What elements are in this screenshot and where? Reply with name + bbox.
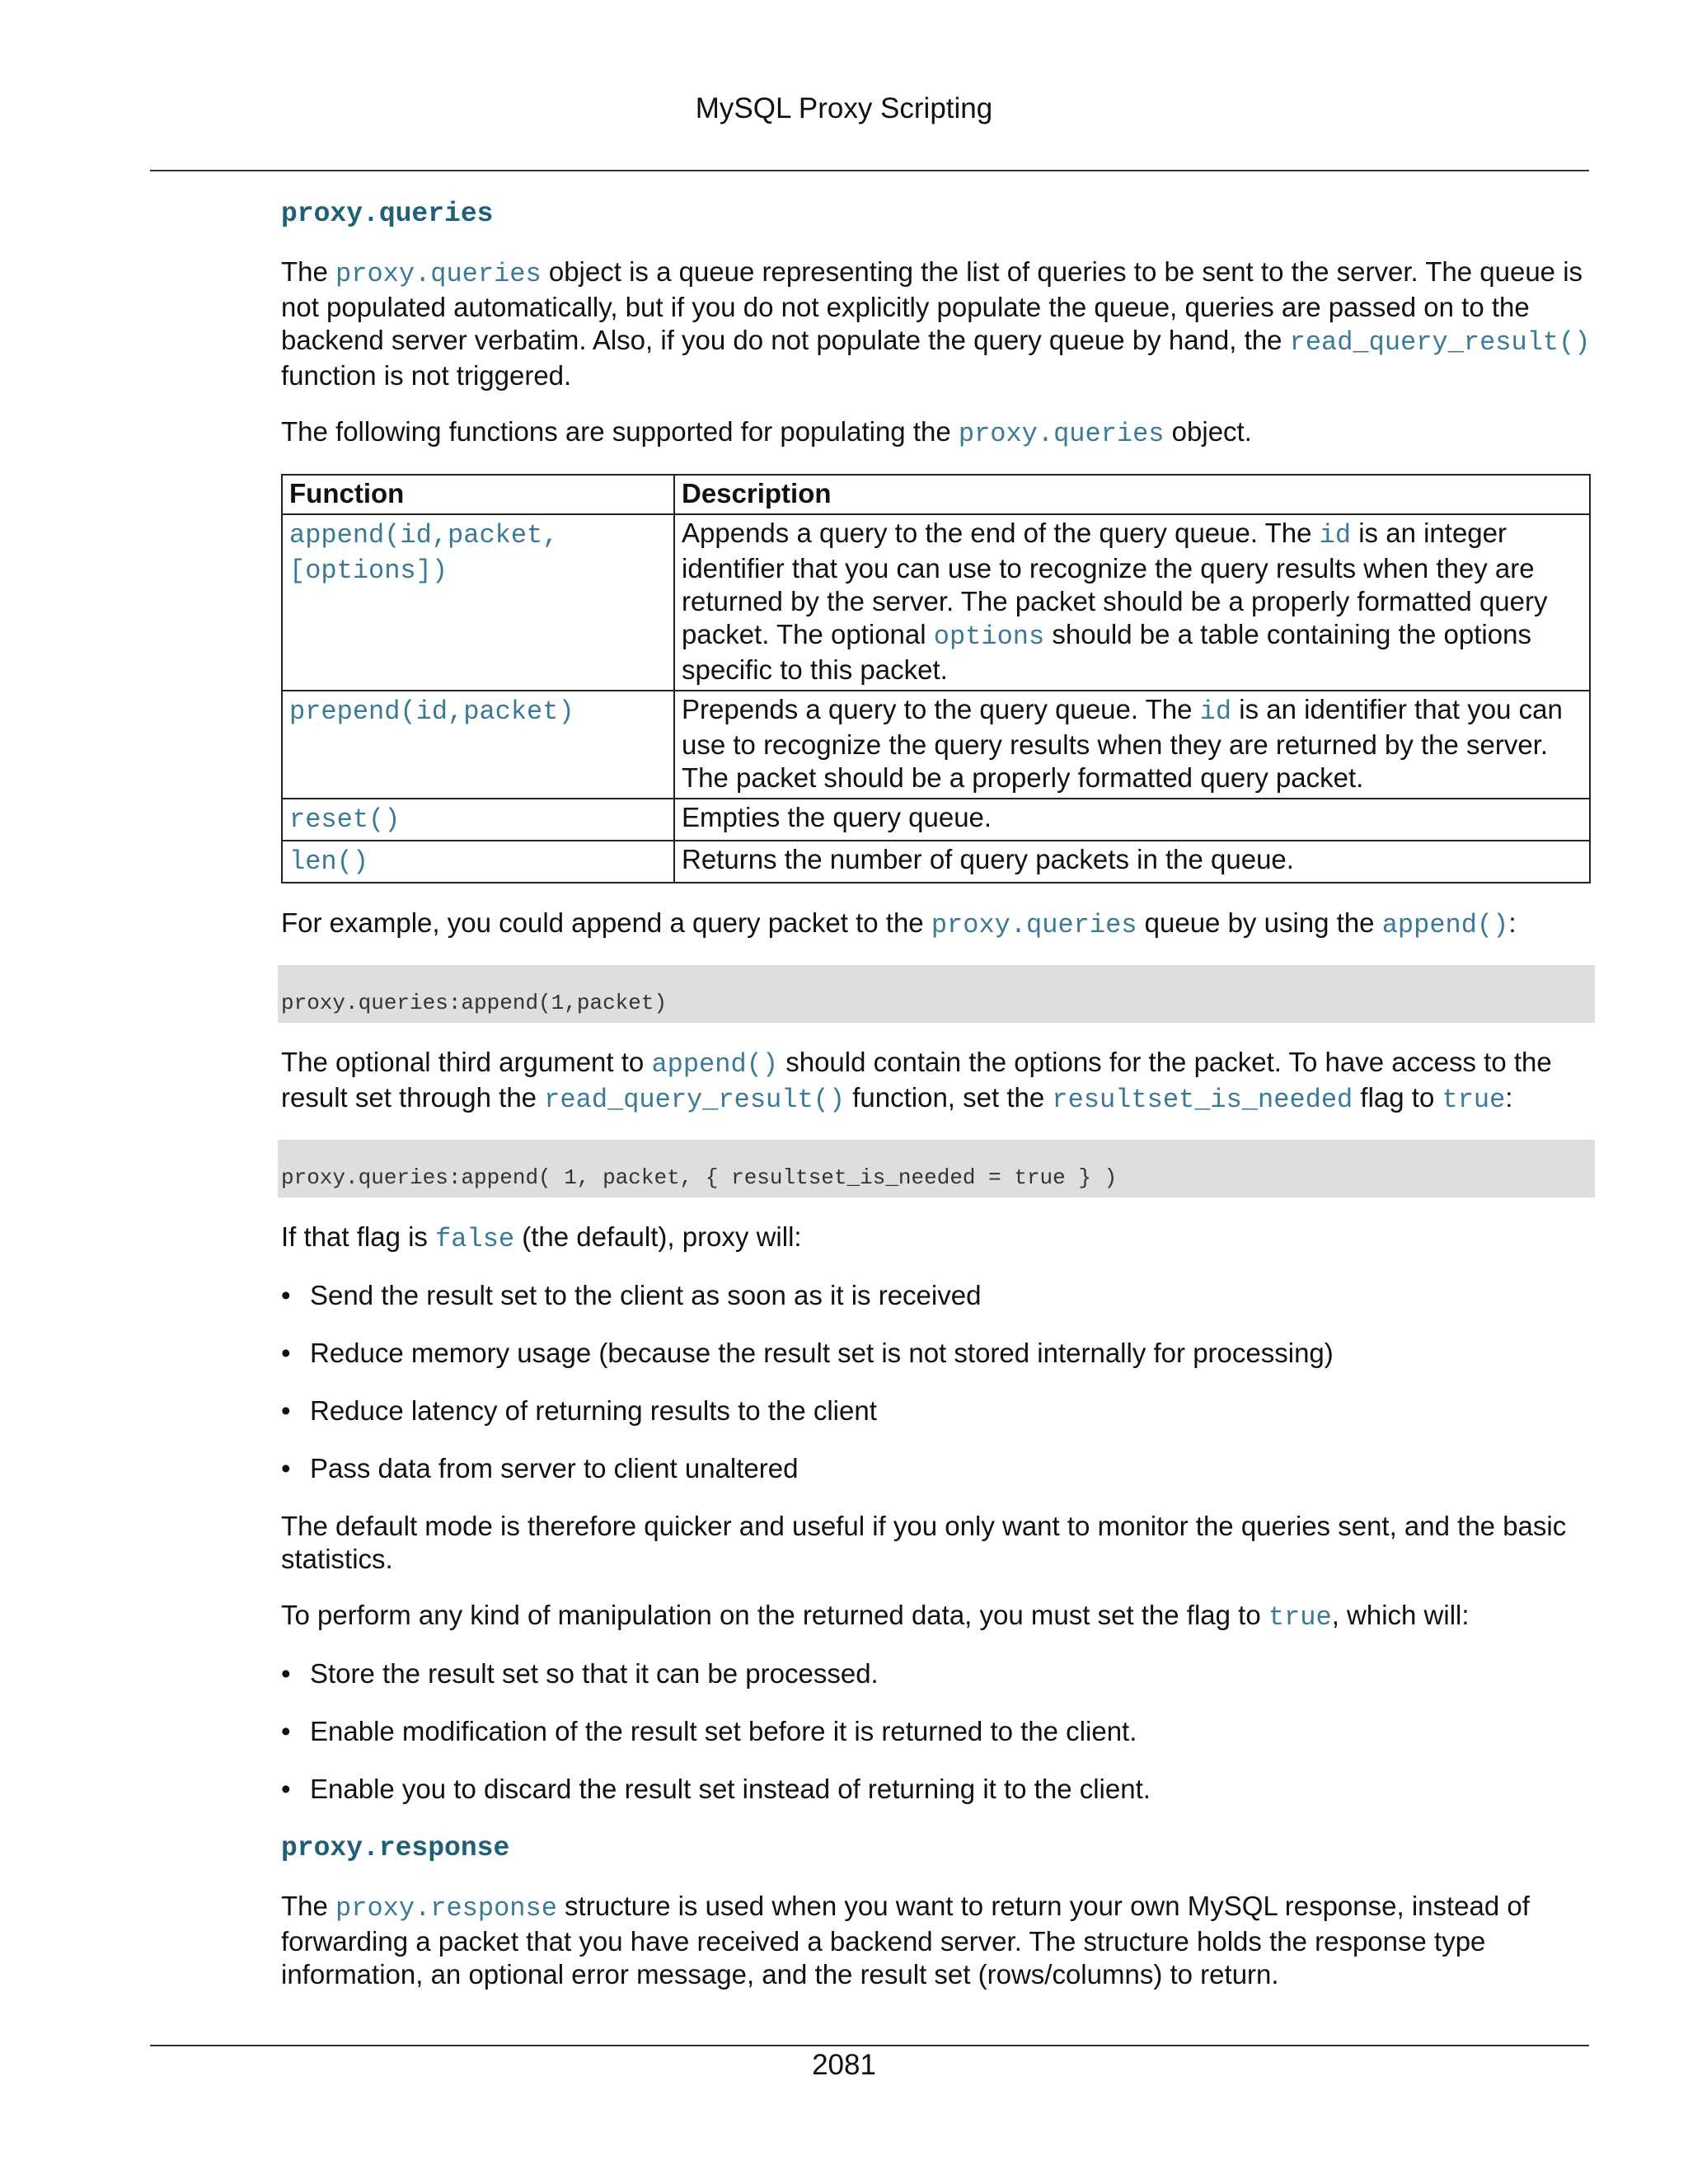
description-cell: Returns the number of query packets in the queue. xyxy=(674,841,1590,883)
function-len: len() xyxy=(289,846,369,877)
description-cell: Empties the query queue. xyxy=(674,799,1590,841)
text: : xyxy=(1508,907,1517,938)
page-content xyxy=(281,196,1592,2014)
function-reset: reset() xyxy=(289,804,401,835)
code-block-append: proxy.queries:append(1,packet) xyxy=(278,965,1595,1023)
function-append: append(id,packet, [options]) xyxy=(289,520,559,586)
code-true: true xyxy=(1442,1085,1506,1115)
page-number: 2081 xyxy=(812,2049,876,2081)
list-true-behaviors xyxy=(281,1657,1592,1806)
list-item-text: Reduce memory usage (because the result set is not stored internally for processing) xyxy=(310,1338,1334,1368)
text: function, set the xyxy=(845,1082,1053,1113)
text: For example, you could append a query packet to the xyxy=(281,907,931,938)
list-item xyxy=(281,1773,1592,1806)
code-read-query-result: read_query_result() xyxy=(1289,327,1591,358)
bullet: • xyxy=(281,1716,291,1746)
function-cell xyxy=(282,691,674,799)
bullet: • xyxy=(281,1280,291,1310)
table-row xyxy=(282,841,1590,883)
functions-table xyxy=(281,474,1591,883)
description-cell xyxy=(674,691,1590,799)
text: If that flag is xyxy=(281,1221,436,1252)
code-append: append() xyxy=(651,1049,779,1080)
code-block-append-options: proxy.queries:append( 1, packet, { resultset_is_needed = true } ) xyxy=(278,1140,1595,1197)
list-item-text: Store the result set so that it can be processed. xyxy=(310,1658,879,1689)
code-proxy-response: proxy.response xyxy=(335,1893,557,1924)
text: The xyxy=(281,1891,336,1921)
bullet: • xyxy=(281,1453,291,1483)
code-false: false xyxy=(435,1224,515,1254)
list-item-text: Send the result set to the client as soon as it is received xyxy=(310,1280,982,1310)
text: Appends a query to the end of the query queue. The xyxy=(682,518,1320,548)
code-true: true xyxy=(1268,1602,1332,1633)
list-item xyxy=(281,1715,1592,1748)
list-item xyxy=(281,1394,1592,1427)
list-item xyxy=(281,1657,1592,1690)
paragraph-flag-true xyxy=(281,1599,1592,1634)
paragraph-flag-false xyxy=(281,1221,1592,1256)
bullet: • xyxy=(281,1338,291,1368)
section-heading-proxy-response: proxy.response xyxy=(281,1833,510,1863)
text: The following functions are supported for populating the xyxy=(281,416,959,447)
text: The xyxy=(281,256,336,287)
paragraph-response-intro xyxy=(281,1890,1592,1991)
bullet: • xyxy=(281,1658,291,1689)
section-heading-proxy-queries: proxy.queries xyxy=(281,199,494,229)
text: object is a queue representing the list of queries to be sent to the server. The queue is not populated automatically, but if you do not explicitly populate the queue, queries are passed on to the backend server verbatim. Also, if you do not populate the query queue by hand, the xyxy=(281,256,1583,355)
footer-rule xyxy=(150,2045,1589,2046)
code-proxy-queries: proxy.queries xyxy=(931,910,1137,940)
code-read-query-result: read_query_result() xyxy=(544,1085,846,1115)
text: is an identifier that you can use to recognize the query results when they are returned by the server. The packet should be a properly formatted query packet. xyxy=(682,694,1563,793)
code-append: append() xyxy=(1381,910,1509,940)
header-rule xyxy=(150,170,1589,171)
description-cell xyxy=(674,514,1590,691)
table-header-row xyxy=(282,475,1590,514)
list-item xyxy=(281,1337,1592,1370)
code-id: id xyxy=(1319,520,1352,551)
text: queue by using the xyxy=(1137,907,1382,938)
code-resultset-is-needed: resultset_is_needed xyxy=(1052,1085,1353,1115)
text: is an integer identifier that you can use to recognize the query results when they are returned by the server. The packet should be a properly formatted query packet. The optional xyxy=(682,518,1548,649)
page-header: MySQL Proxy Scripting xyxy=(695,92,993,124)
text: flag to xyxy=(1353,1082,1442,1113)
function-cell xyxy=(282,514,674,691)
bullet: • xyxy=(281,1395,291,1426)
text: , which will: xyxy=(1331,1600,1470,1630)
paragraph-example-intro xyxy=(281,907,1592,942)
text: (the default), proxy will: xyxy=(514,1221,802,1252)
code-id: id xyxy=(1199,696,1232,727)
list-item-text: Pass data from server to client unaltered xyxy=(310,1453,799,1483)
code-options: options xyxy=(933,621,1045,652)
list-false-behaviors xyxy=(281,1279,1592,1485)
text: should be a table containing the options specific to this packet. xyxy=(682,619,1531,685)
function-cell xyxy=(282,799,674,841)
column-header-function: Function xyxy=(282,475,674,514)
function-prepend: prepend(id,packet) xyxy=(289,696,574,727)
text: To perform any kind of manipulation on the returned data, you must set the flag to xyxy=(281,1600,1268,1630)
text: The optional third argument to xyxy=(281,1047,652,1077)
text: should contain the options for the packet. To have access to the result set through the xyxy=(281,1047,1552,1113)
text: : xyxy=(1505,1082,1513,1113)
code-proxy-queries: proxy.queries xyxy=(335,259,542,289)
list-item-text: Reduce latency of returning results to the client xyxy=(310,1395,877,1426)
text: function is not triggered. xyxy=(281,360,572,391)
text: Prepends a query to the query queue. The xyxy=(682,694,1200,724)
list-item xyxy=(281,1279,1592,1312)
table-row xyxy=(282,799,1590,841)
table-row xyxy=(282,514,1590,691)
paragraph-third-argument xyxy=(281,1046,1592,1117)
paragraph-default-mode: The default mode is therefore quicker and useful if you only want to monitor the queries sent, and the basic statistics. xyxy=(281,1511,1567,1574)
table-row xyxy=(282,691,1590,799)
column-header-description: Description xyxy=(674,475,1590,514)
paragraph-functions-intro xyxy=(281,415,1592,451)
text: object. xyxy=(1164,416,1252,447)
list-item xyxy=(281,1452,1592,1485)
list-item-text: Enable you to discard the result set instead of returning it to the client. xyxy=(310,1774,1151,1804)
bullet: • xyxy=(281,1774,291,1804)
paragraph-queries-intro xyxy=(281,255,1592,392)
text: structure is used when you want to return your own MySQL response, instead of forwarding a packet that you have received a backend server. The structure holds the response type information, an optional error message, and the result set (rows/columns) to return. xyxy=(281,1891,1530,1990)
list-item-text: Enable modification of the result set before it is returned to the client. xyxy=(310,1716,1137,1746)
function-cell xyxy=(282,841,674,883)
code-proxy-queries: proxy.queries xyxy=(958,419,1165,449)
